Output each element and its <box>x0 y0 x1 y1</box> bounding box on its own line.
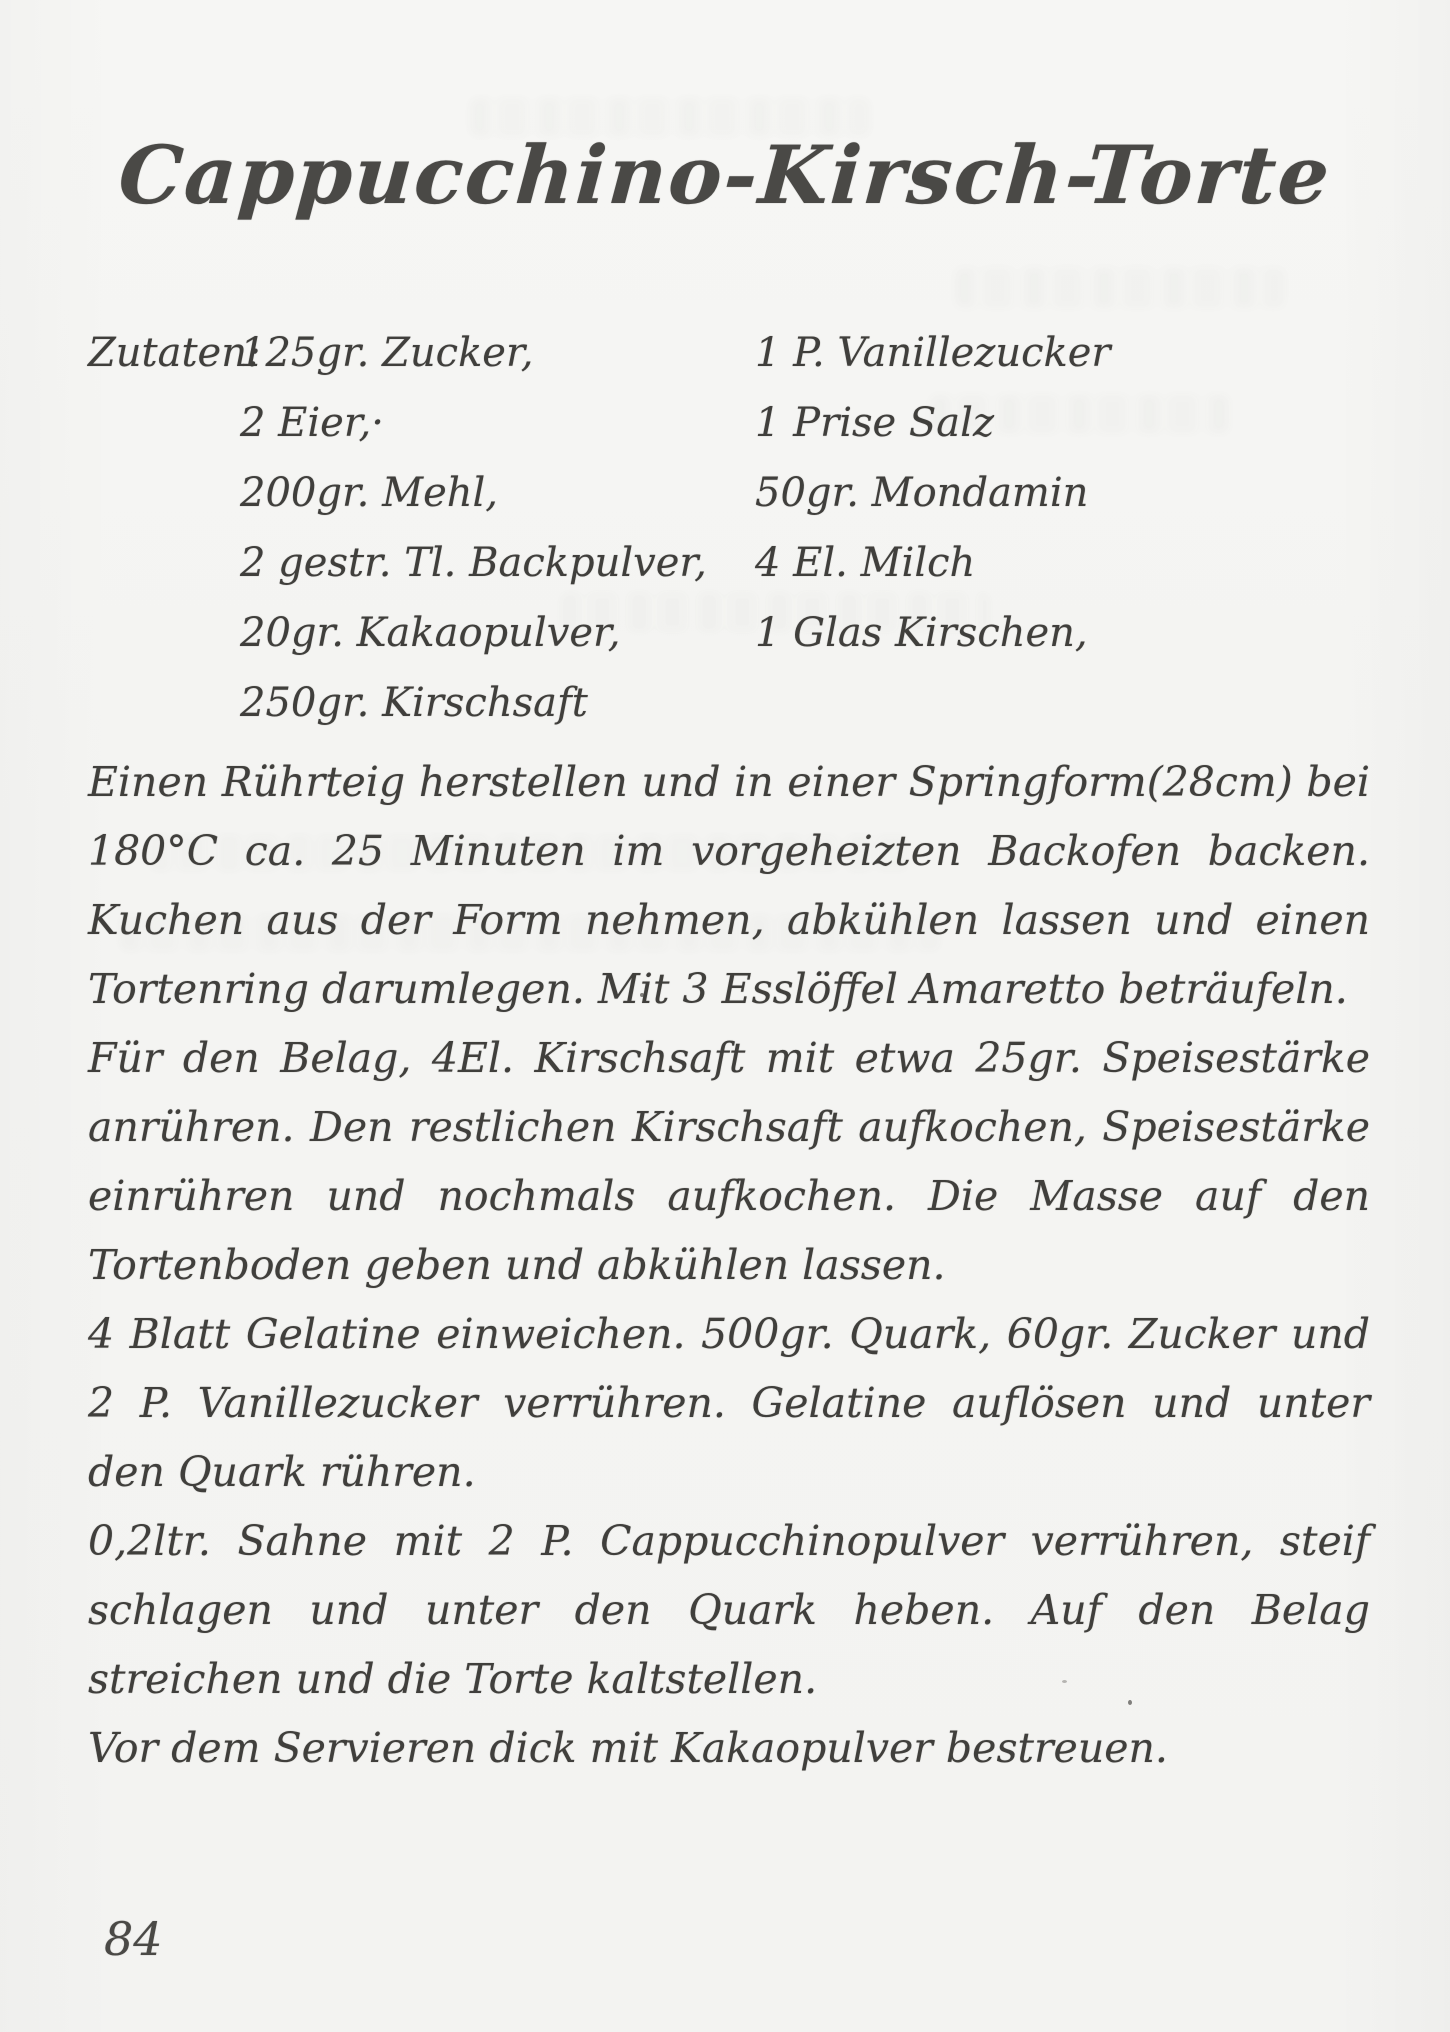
instructions-section <box>88 748 1370 1783</box>
ingredient-left: 20gr. Kakaopulver, <box>240 610 621 656</box>
ingredient-row <box>88 330 1368 400</box>
ingredients-label: Zutaten: <box>88 330 261 376</box>
instruction-paragraph: Einen Rührteig herstellen und in einer Springform(28cm) bei 180°C ca. 25 Minuten im vorgeheizten Backofen backen. Kuchen aus der Form nehmen, abkühlen lassen und einen Tortenring darumlegen. Mit 3 Esslöffel Amaretto beträufeln. <box>88 758 1370 1013</box>
ingredient-right: 4 El. Milch <box>755 540 976 586</box>
recipe-title: Cappucchino-Kirsch-Torte <box>115 128 1335 222</box>
instruction-paragraph: 0,2ltr. Sahne mit 2 P. Cappucchinopulver verrühren, steif schlagen und unter den Quark heben. Auf den Belag streichen und die Torte kaltstellen. <box>88 1517 1370 1703</box>
ingredient-left: 2 Eier,· <box>240 400 384 446</box>
ingredient-right: 1 Prise Salz <box>755 400 995 446</box>
ingredient-row <box>88 470 1368 540</box>
instruction-paragraph: Für den Belag, 4El. Kirschsaft mit etwa 25gr. Speisestärke anrühren. Den restlichen Kirschsaft aufkochen, Speisestärke einrühren und nochmals aufkochen. Die Masse auf den Tortenboden geben und abkühlen lassen. <box>88 1034 1370 1289</box>
ingredient-row <box>88 680 1368 750</box>
ingredient-row <box>88 400 1368 470</box>
ingredient-row <box>88 610 1368 680</box>
instruction-paragraph: 4 Blatt Gelatine einweichen. 500gr. Quark, 60gr. Zucker und 2 P. Vanillezucker verrühren. Gelatine auflösen und unter den Quark rühren. <box>88 1310 1370 1496</box>
ingredient-left: 2 gestr. Tl. Backpulver, <box>240 540 707 586</box>
ingredient-left: 250gr. Kirschsaft <box>240 680 588 726</box>
ingredient-left: 200gr. Mehl, <box>240 470 499 516</box>
ingredient-row <box>88 540 1368 610</box>
ingredient-left: 125gr. Zucker, <box>240 330 534 376</box>
ingredient-right: 1 Glas Kirschen, <box>755 610 1088 656</box>
ingredient-right: 50gr. Mondamin <box>755 470 1089 516</box>
page-number: 84 <box>104 1912 163 1966</box>
instruction-paragraph: Vor dem Servieren dick mit Kakaopulver bestreuen. <box>88 1724 1168 1772</box>
ingredient-right: 1 P. Vanillezucker <box>755 330 1111 376</box>
scan-bleedthrough-artifact <box>955 268 1285 308</box>
ingredients-section <box>88 330 1368 750</box>
